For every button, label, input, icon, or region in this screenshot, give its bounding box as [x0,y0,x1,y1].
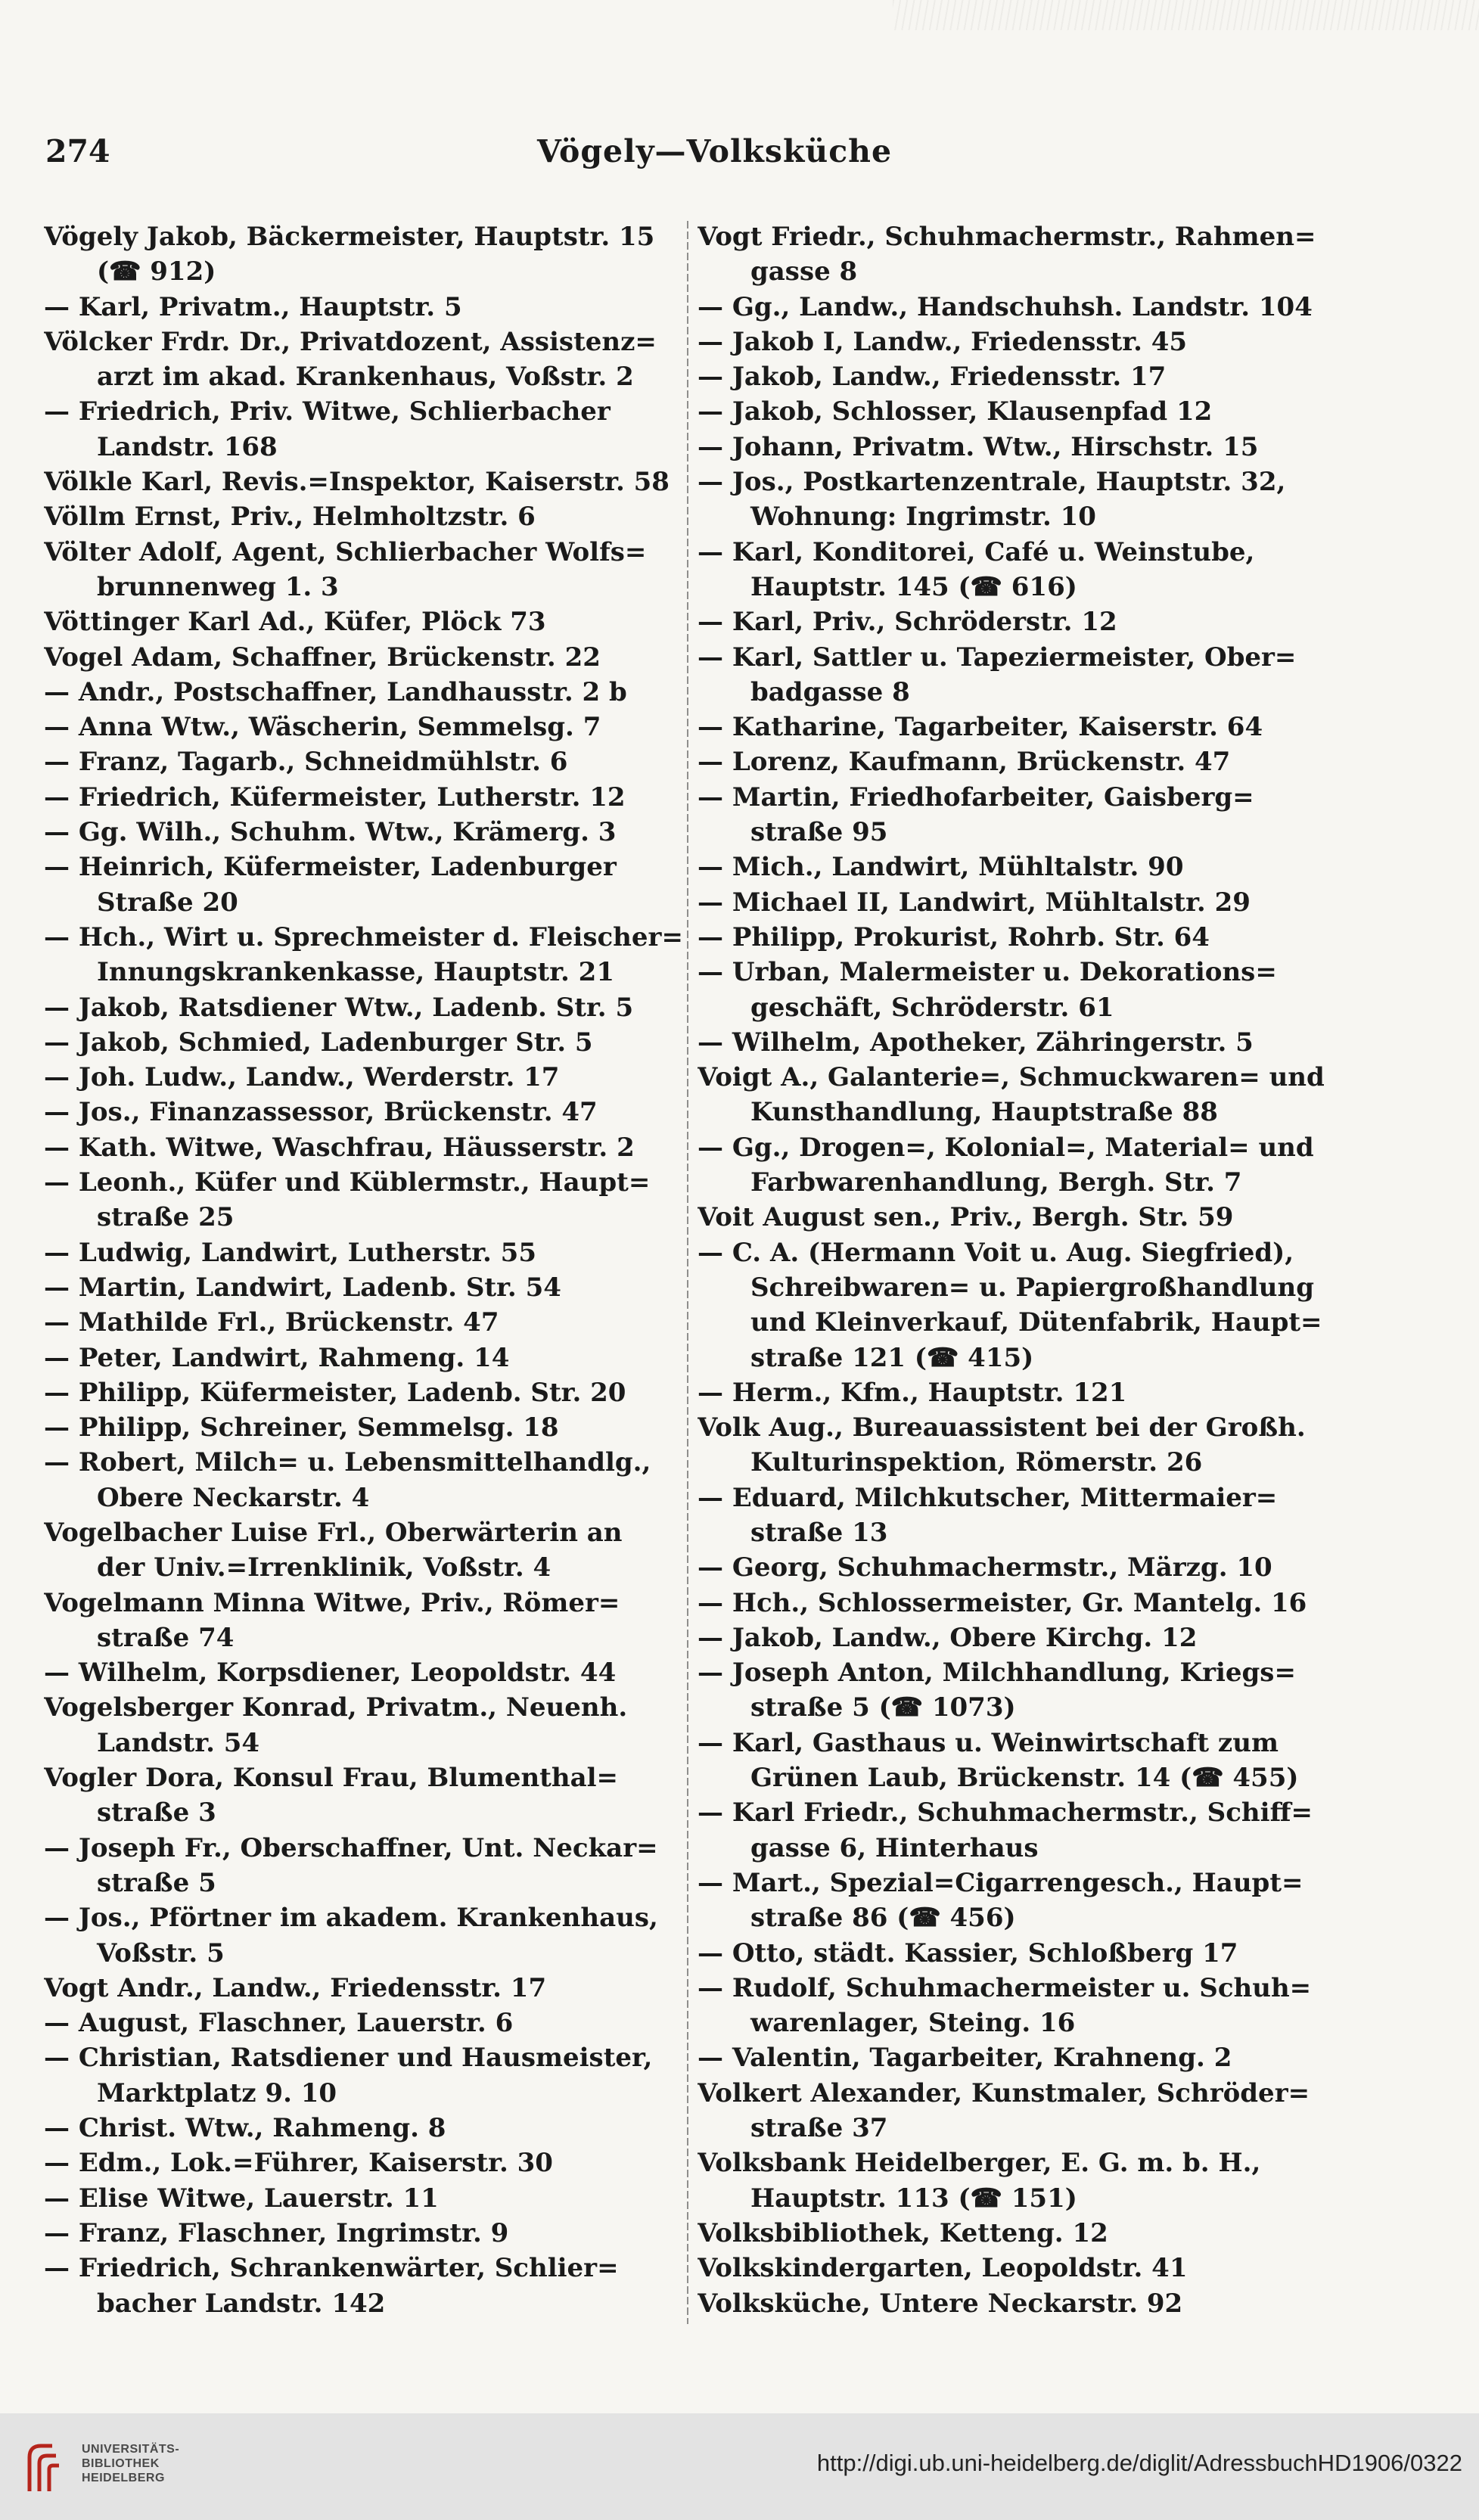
directory-entry-line: — Hch., Wirt u. Sprechmeister d. Fleischer= [44,921,683,952]
directory-entry-line: Vöttinger Karl Ad., Küfer, Plöck 73 [44,607,546,638]
entry-continuation-line: Farbwarenhandlung, Bergh. Str. 7 [750,1167,1242,1198]
directory-entry-line: Volksbank Heidelberger, E. G. m. b. H., [698,2148,1261,2179]
directory-entry-line: — Katharine, Tagarbeiter, Kaiserstr. 64 [698,712,1263,743]
directory-entry-line: — Karl, Konditorei, Café u. Weinstube, [698,536,1255,567]
directory-entry-line: — Otto, städt. Kassier, Schloßberg 17 [698,1937,1238,1968]
entry-continuation-line: Innungskrankenkasse, Hauptstr. 21 [97,957,614,988]
directory-entry-line: — Christian, Ratsdiener und Hausmeister, [44,2043,653,2074]
directory-entry-line: — Jakob, Ratsdiener Wtw., Ladenb. Str. 5 [44,992,634,1023]
directory-entry-line: — Jos., Pförtner im akadem. Krankenhaus, [44,1903,658,1934]
directory-entry-line: — Mathilde Frl., Brückenstr. 47 [44,1307,499,1338]
directory-entry-line: Völter Adolf, Agent, Schlierbacher Wolfs= [44,536,647,567]
directory-entry-line: — Andr., Postschaffner, Landhausstr. 2 b [44,676,627,707]
directory-entry-line: — Hch., Schlossermeister, Gr. Mantelg. 16 [698,1587,1307,1618]
entry-continuation-line: warenlager, Steing. 16 [750,2008,1076,2039]
directory-entry-line: Vogelmann Minna Witwe, Priv., Römer= [44,1587,620,1618]
directory-entry-line: — Friedrich, Priv. Witwe, Schlierbacher [44,396,611,427]
directory-entry-line: — Mart., Spezial=Cigarrengesch., Haupt= [698,1867,1303,1898]
left-column [44,219,694,2321]
right-column [698,219,1330,2321]
directory-entry-line: — Gg. Wilh., Schuhm. Wtw., Krämerg. 3 [44,817,617,848]
entry-continuation-line: straße 37 [750,2113,888,2144]
directory-entry-line: — Friedrich, Schrankenwärter, Schlier= [44,2253,619,2284]
directory-entry-line: — Johann, Privatm. Wtw., Hirschstr. 15 [698,431,1259,462]
directory-entry-line: — Kath. Witwe, Waschfrau, Häusserstr. 2 [44,1132,635,1163]
directory-entry-line: Voit August sen., Priv., Bergh. Str. 59 [698,1202,1234,1233]
directory-entry-line: — Peter, Landwirt, Rahmeng. 14 [44,1342,510,1373]
directory-entry-line: — C. A. (Hermann Voit u. Aug. Siegfried), [698,1237,1294,1268]
source-url-link[interactable]: http://digi.ub.uni-heidelberg.de/diglit/AdressbuchHD1906/0322 [816,2450,1462,2476]
entry-continuation-line: badgasse 8 [750,676,910,707]
directory-entry-line: Volk Aug., Bureauassistent bei der Großh. [698,1412,1306,1443]
entry-continuation-line: straße 5 (☎ 1073) [750,1692,1016,1723]
directory-entry-line: Volksbibliothek, Ketteng. 12 [698,2217,1108,2248]
directory-entry-line: — Joseph Anton, Milchhandlung, Kriegs= [698,1658,1296,1689]
directory-entry-line: — Mich., Landwirt, Mühltalstr. 90 [698,852,1184,883]
directory-entry-line: — Franz, Flaschner, Ingrimstr. 9 [44,2217,509,2248]
directory-entry-line: — Joseph Fr., Oberschaffner, Unt. Neckar= [44,1832,658,1863]
directory-entry-line: — Martin, Friedhofarbeiter, Gaisberg= [698,781,1254,813]
entry-continuation-line: brunnenweg 1. 3 [97,571,339,602]
directory-entry-line: Völkle Karl, Revis.=Inspektor, Kaiserstr. 58 [44,467,670,498]
directory-entry-line: — Jos., Postkartenzentrale, Hauptstr. 32, [698,467,1286,498]
entry-continuation-line: gasse 8 [750,256,858,287]
scan-speckle [893,0,1479,30]
entry-continuation-line: straße 74 [97,1622,235,1653]
directory-entry-line: Volksküche, Untere Neckarstr. 92 [698,2288,1183,2319]
entry-continuation-line: und Kleinverkauf, Dütenfabrik, Haupt= [750,1307,1322,1338]
directory-entry-line: — Karl, Priv., Schröderstr. 12 [698,607,1117,638]
directory-entry-line: — Robert, Milch= u. Lebensmittelhandlg., [44,1447,651,1478]
entry-continuation-line: geschäft, Schröderstr. 61 [750,992,1114,1023]
directory-entry-line: — Gg., Drogen=, Kolonial=, Material= und [698,1132,1314,1163]
directory-entry-line: Vogt Andr., Landw., Friedensstr. 17 [44,1972,547,2003]
directory-entry-line: — Franz, Tagarb., Schneidmühlstr. 6 [44,747,568,778]
entry-continuation-line: Kulturinspektion, Römerstr. 26 [750,1447,1203,1478]
directory-entry-line: Vogelbacher Luise Frl., Oberwärterin an [44,1517,623,1548]
directory-entry-line: — Friedrich, Küfermeister, Lutherstr. 12 [44,781,626,813]
entry-continuation-line: Obere Neckarstr. 4 [97,1482,370,1513]
directory-entry-line: — Michael II, Landwirt, Mühltalstr. 29 [698,887,1251,918]
directory-entry-line: — Jos., Finanzassessor, Brückenstr. 47 [44,1097,598,1128]
footer-bar [0,2413,1479,2520]
entry-continuation-line: Straße 20 [97,887,238,918]
directory-entry-line: — Gg., Landw., Handschuhsh. Landstr. 104 [698,291,1313,322]
entry-continuation-line: straße 5 [97,1867,216,1898]
directory-entry-line: — Jakob, Landw., Obere Kirchg. 12 [698,1622,1198,1653]
directory-entry-line: — Ludwig, Landwirt, Lutherstr. 55 [44,1237,536,1268]
directory-entry-line: — Jakob, Schlosser, Klausenpfad 12 [698,396,1213,427]
directory-entry-line: — Valentin, Tagarbeiter, Krahneng. 2 [698,2043,1232,2074]
entry-continuation-line: Kunsthandlung, Hauptstraße 88 [750,1097,1218,1128]
entry-continuation-line: Hauptstr. 145 (☎ 616) [750,571,1077,602]
column-divider [687,221,688,2324]
directory-entry-line: Vogelsberger Konrad, Privatm., Neuenh. [44,1692,628,1723]
directory-entry-line: — Lorenz, Kaufmann, Brückenstr. 47 [698,747,1231,778]
directory-entry-line: — Elise Witwe, Lauerstr. 11 [44,2183,439,2214]
directory-entry-line: Vogel Adam, Schaffner, Brückenstr. 22 [44,642,601,673]
entry-continuation-line: straße 121 (☎ 415) [750,1342,1034,1373]
entry-continuation-line: (☎ 912) [97,256,216,287]
directory-entry-line: Voigt A., Galanterie=, Schmuckwaren= und [698,1062,1325,1093]
directory-entry-line: — Jakob, Schmied, Ladenburger Str. 5 [44,1027,593,1058]
directory-entry-line: — Leonh., Küfer und Küblermstr., Haupt= [44,1167,651,1198]
directory-entry-line: — Philipp, Schreiner, Semmelsg. 18 [44,1412,559,1443]
entry-continuation-line: bacher Landstr. 142 [97,2288,386,2319]
entry-continuation-line: straße 25 [97,1202,235,1233]
directory-entry-line: — Philipp, Küfermeister, Ladenb. Str. 20 [44,1377,626,1408]
directory-entry-line: — Christ. Wtw., Rahmeng. 8 [44,2113,446,2144]
directory-entry-line: — Edm., Lok.=Führer, Kaiserstr. 30 [44,2148,553,2179]
running-head: Vögely—Volksküche [537,133,893,169]
entry-continuation-line: Voßstr. 5 [97,1937,225,1968]
directory-entry-line: Volkert Alexander, Kunstmaler, Schröder= [698,2077,1310,2108]
entry-continuation-line: Landstr. 168 [97,431,278,462]
directory-entry-line: — Heinrich, Küfermeister, Ladenburger [44,852,617,883]
directory-entry-line: — Anna Wtw., Wäscherin, Semmelsg. 7 [44,712,601,743]
entry-continuation-line: straße 3 [97,1798,216,1829]
directory-entry-line: — Joh. Ludw., Landw., Werderstr. 17 [44,1062,560,1093]
directory-entry-line: Vogler Dora, Konsul Frau, Blumenthal= [44,1763,619,1794]
entry-continuation-line: Landstr. 54 [97,1727,260,1758]
directory-entry-line: — Wilhelm, Korpsdiener, Leopoldstr. 44 [44,1658,617,1689]
directory-entry-line: — Wilhelm, Apotheker, Zähringerstr. 5 [698,1027,1254,1058]
directory-entry-line: — Karl Friedr., Schuhmachermstr., Schiff= [698,1798,1313,1829]
library-name [82,2442,179,2485]
entry-continuation-line: Grünen Laub, Brückenstr. 14 (☎ 455) [750,1763,1299,1794]
directory-entry-line: — Karl, Sattler u. Tapeziermeister, Ober= [698,642,1297,673]
directory-entry-line: — Eduard, Milchkutscher, Mittermaier= [698,1482,1278,1513]
directory-entry-line: — August, Flaschner, Lauerstr. 6 [44,2008,514,2039]
directory-entry-line: — Jakob, Landw., Friedensstr. 17 [698,362,1167,393]
entry-continuation-line: straße 86 (☎ 456) [750,1903,1016,1934]
directory-entry-line: — Herm., Kfm., Hauptstr. 121 [698,1377,1127,1408]
library-name-line: UNIVERSITÄTS- [82,2443,180,2456]
directory-entry-line: Vögely Jakob, Bäckermeister, Hauptstr. 15 [44,222,655,252]
directory-entry-line: Völlm Ernst, Priv., Helmholtzstr. 6 [44,502,536,533]
entry-continuation-line: gasse 6, Hinterhaus [750,1832,1039,1863]
entry-continuation-line: Marktplatz 9. 10 [97,2077,337,2108]
directory-entry-line: — Karl, Privatm., Hauptstr. 5 [44,291,462,322]
entry-continuation-line: Hauptstr. 113 (☎ 151) [750,2183,1077,2214]
library-name-line: BIBLIOTHEK [82,2457,160,2470]
directory-entry-line: Völcker Frdr. Dr., Privatdozent, Assistenz= [44,326,657,357]
directory-entry-line: — Rudolf, Schuhmachermeister u. Schuh= [698,1972,1312,2003]
entry-continuation-line: der Univ.=Irrenklinik, Voßstr. 4 [97,1552,552,1583]
directory-entry-line: — Jakob I, Landw., Friedensstr. 45 [698,326,1188,357]
entry-continuation-line: arzt im akad. Krankenhaus, Voßstr. 2 [97,362,634,393]
directory-entry-line: — Urban, Malermeister u. Dekorations= [698,957,1277,988]
entry-continuation-line: straße 13 [750,1517,888,1548]
directory-entry-line: — Philipp, Prokurist, Rohrb. Str. 64 [698,921,1210,952]
page-number: 274 [45,133,110,169]
page-header [45,133,1331,186]
directory-entry-line: Volkskindergarten, Leopoldstr. 41 [698,2253,1188,2284]
directory-entry-line: — Karl, Gasthaus u. Weinwirtschaft zum [698,1727,1279,1758]
directory-entry-line: — Martin, Landwirt, Ladenb. Str. 54 [44,1272,561,1303]
entry-continuation-line: Wohnung: Ingrimstr. 10 [750,502,1096,533]
directory-entry-line: — Georg, Schuhmachermstr., Märzg. 10 [698,1552,1272,1583]
entry-continuation-line: Schreibwaren= u. Papiergroßhandlung [750,1272,1314,1303]
entry-continuation-line: straße 95 [750,817,888,848]
directory-entry-line: Vogt Friedr., Schuhmachermstr., Rahmen= [698,222,1316,252]
library-name-line: HEIDELBERG [82,2472,165,2484]
